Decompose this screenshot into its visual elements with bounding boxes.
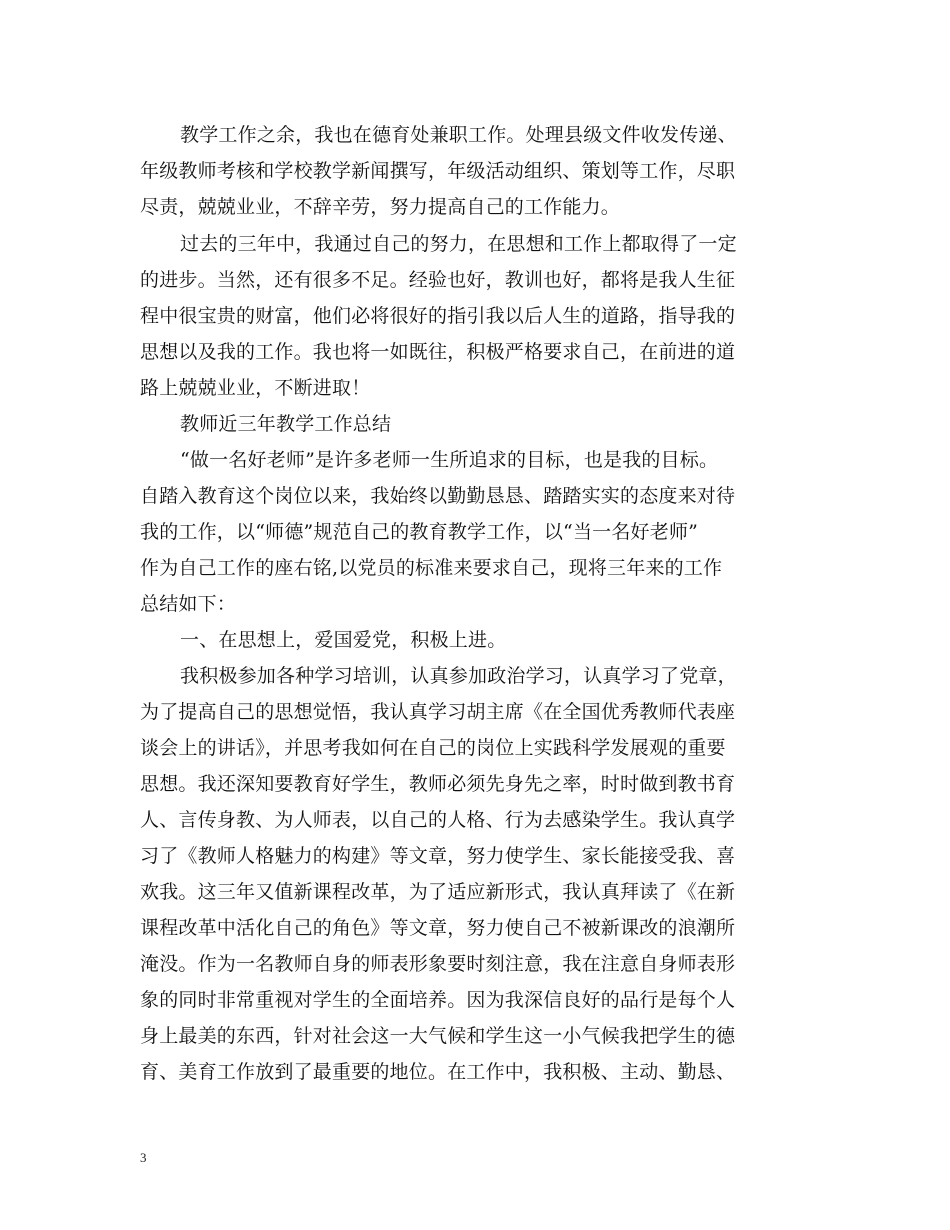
paragraph-line: 路上兢兢业业，不断进取！ [140, 377, 371, 399]
paragraph-line: 的进步。当然，还有很多不足。经验也好，教训也好，都将是我人生征 [140, 269, 736, 291]
paragraph-line: 课程改革中活化自己的角色》等文章，努力使自己不被新课改的浪潮所 [140, 917, 736, 939]
section-heading: 一、在思想上，爱国爱党，积极上进。 [180, 629, 507, 651]
paragraph-line: 象的同时非常重视对学生的全面培养。因为我深信良好的品行是每个人 [140, 989, 736, 1011]
paragraph-line: 过去的三年中，我通过自己的努力，在思想和工作上都取得了一定 [180, 233, 737, 255]
paragraph-line: 思想。我还深知要教育好学生，教师必须先身先之率，时时做到教书育 [140, 773, 736, 795]
paragraph-line: 年级教师考核和学校教学新闻撰写，年级活动组织、策划等工作，尽职 [140, 160, 736, 182]
paragraph-line: 人、言传身教、为人师表，以自己的人格、行为去感染学生。我认真学 [140, 809, 736, 831]
paragraph-line: 尽责，兢兢业业，不辞辛劳，努力提高自己的工作能力。 [140, 196, 621, 218]
paragraph-line: 淹没。作为一名教师自身的师表形象要时刻注意，我在注意自身师表形 [140, 953, 736, 975]
paragraph-line: 欢我。这三年又值新课程改革，为了适应新形式，我认真拜读了《在新 [140, 881, 736, 903]
paragraph-line: 思想以及我的工作。我也将一如既往，积极严格要求自己，在前进的道 [140, 341, 736, 363]
paragraph-line: 我的工作，以“师德”规范自己的教育教学工作，以“当一名好老师” [140, 521, 699, 543]
paragraph-line: 我积极参加各种学习培训，认真参加政治学习，认真学习了党章， [180, 665, 737, 687]
paragraph-line: 育、美育工作放到了最重要的地位。在工作中，我积极、主动、勤恳、 [140, 1061, 736, 1083]
paragraph-line: 教学工作之余，我也在德育处兼职工作。处理县级文件收发传递、 [180, 124, 737, 146]
paragraph-line: 谈会上的讲话》，并思考我如何在自己的岗位上实践科学发展观的重要 [140, 737, 726, 759]
section-title: 教师近三年教学工作总结 [180, 413, 392, 435]
paragraph-line: 作为自己工作的座右铭,以党员的标准来要求自己，现将三年来的工作 [140, 557, 723, 579]
paragraph-line: 总结如下： [140, 593, 237, 615]
page-number: 3 [140, 1150, 147, 1165]
paragraph-line: 身上最美的东西，针对社会这一大气候和学生这一小气候我把学生的德 [140, 1025, 736, 1047]
paragraph-line: 为了提高自己的思想觉悟，我认真学习胡主席《在全国优秀教师代表座 [140, 701, 736, 723]
paragraph-line: 习了《教师人格魅力的构建》等文章，努力使学生、家长能接受我、喜 [140, 845, 736, 867]
paragraph-line: “做一名好老师”是许多老师一生所追求的目标，也是我的目标。 [180, 449, 719, 471]
paragraph-line: 自踏入教育这个岗位以来，我始终以勤勤恳恳、踏踏实实的态度来对待 [140, 485, 736, 507]
paragraph-line: 程中很宝贵的财富，他们必将很好的指引我以后人生的道路，指导我的 [140, 305, 736, 327]
